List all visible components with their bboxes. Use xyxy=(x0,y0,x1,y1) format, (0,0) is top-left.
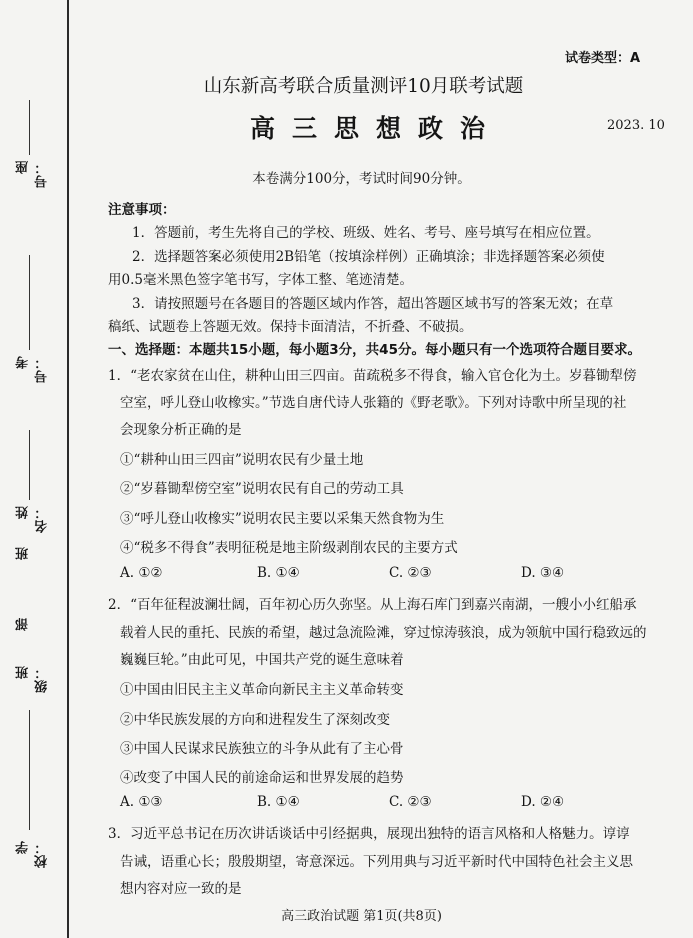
binding-line xyxy=(67,0,69,938)
question-2-statement: ③中国人民谋求民族独立的斗争从此有了主心骨 xyxy=(120,741,404,757)
option-a: A. ①② xyxy=(120,565,163,581)
option-b: B. ①④ xyxy=(257,565,300,581)
section-heading: 一、选择题：本题共15小题，每小题3分，共45分。每小题只有一个选项符合题目要求。 xyxy=(108,342,641,358)
class-blank xyxy=(29,710,30,830)
exam-title: 山东新高考联合质量测评10月联考试题 xyxy=(203,76,524,97)
class-label: 班级： xyxy=(16,665,50,693)
question-3-stem: 告诫，语重心长；殷殷期望，寄意深远。下列用典与习近平新时代中国特色社会主义思 xyxy=(120,854,633,870)
note-item: 2．选择题答案必须使用2B铅笔（按填涂样例）正确填涂；非选择题答案必须使 xyxy=(132,249,605,265)
question-1-statement: ③“呼儿登山收橡实”说明农民主要以采集天然食物为生 xyxy=(120,511,445,527)
question-1-statement: ①“耕种山田三四亩”说明农民有少量土地 xyxy=(120,452,364,468)
option-c: C. ②③ xyxy=(389,794,432,810)
question-2-stem: 巍巍巨轮。”由此可见，中国共产党的诞生意味着 xyxy=(120,652,404,668)
note-item: 3．请按照题号在各题目的答题区域内作答，超出答题区域书写的答案无效；在草 xyxy=(132,296,614,312)
option-d: D. ③④ xyxy=(521,565,565,581)
seat-label: 座号： xyxy=(16,160,50,188)
exam-date: 2023. 10 xyxy=(607,118,665,133)
question-1-stem: 1．“老农家贫在山住，耕种山田三四亩。苗疏税多不得食，输入官仓化为土。岁暮锄犁傍 xyxy=(108,368,637,384)
option-b: B. ①④ xyxy=(257,794,300,810)
exam-no-blank xyxy=(29,255,30,350)
note-item: 用0.5毫米黑色签字笔书写，字体工整、笔迹清楚。 xyxy=(108,272,413,288)
exam-no-label: 考号： xyxy=(16,355,50,383)
class-cn-label: 班 xyxy=(16,546,31,560)
question-2-statement: ①中国由旧民主主义革命向新民主主义革命转变 xyxy=(120,682,404,698)
full-score-note: 本卷满分100分，考试时间90分钟。 xyxy=(252,171,471,187)
dept-label: 部 xyxy=(16,617,31,631)
question-2-statement: ④改变了中国人民的前途命运和世界发展的趋势 xyxy=(120,770,404,786)
name-label: 姓名： xyxy=(16,505,50,533)
note-item: 1．答题前，考生先将自己的学校、班级、姓名、考号、座号填写在相应位置。 xyxy=(132,225,600,241)
name-blank xyxy=(29,430,30,500)
question-1-stem: 会现象分析正确的是 xyxy=(120,422,242,438)
question-1-statement: ④“税多不得食”表明征税是地主阶级剥削农民的主要方式 xyxy=(120,540,458,556)
question-2-stem: 2．“百年征程波澜壮阔，百年初心历久弥坚。从上海石库门到嘉兴南湖，一艘小小红船承 xyxy=(108,597,637,613)
seat-blank xyxy=(29,100,30,155)
question-1-statement: ②“岁暮锄犁傍空室”说明农民有自己的劳动工具 xyxy=(120,481,404,497)
question-2-stem: 载着人民的重托、民族的希望，越过急流险滩，穿过惊涛骇浪，成为领航中国行稳致远的 xyxy=(120,625,647,641)
question-3-stem: 想内容对应一致的是 xyxy=(120,881,242,897)
option-d: D. ②④ xyxy=(521,794,565,810)
school-label: 学校： xyxy=(16,840,50,868)
option-a: A. ①③ xyxy=(120,794,163,810)
option-c: C. ②③ xyxy=(389,565,432,581)
question-1-stem: 空室，呼儿登山收橡实。”节选自唐代诗人张籍的《野老歌》。下列对诗歌中所呈现的社 xyxy=(120,395,627,411)
note-item: 稿纸、试题卷上答题无效。保持卡面清洁，不折叠、不破损。 xyxy=(108,319,473,335)
page-footer: 高三政治试题 第1页(共8页) xyxy=(281,909,442,924)
paper-type: 试卷类型：A xyxy=(565,51,641,66)
question-2-statement: ②中华民族发展的方向和进程发生了深刻改变 xyxy=(120,712,390,728)
notes-heading: 注意事项： xyxy=(108,202,176,218)
question-3-stem: 3．习近平总书记在历次讲话谈话中引经据典，展现出独特的语言风格和人格魅力。谆谆 xyxy=(108,826,630,842)
subject-title: 高三思想政治 xyxy=(250,114,503,143)
